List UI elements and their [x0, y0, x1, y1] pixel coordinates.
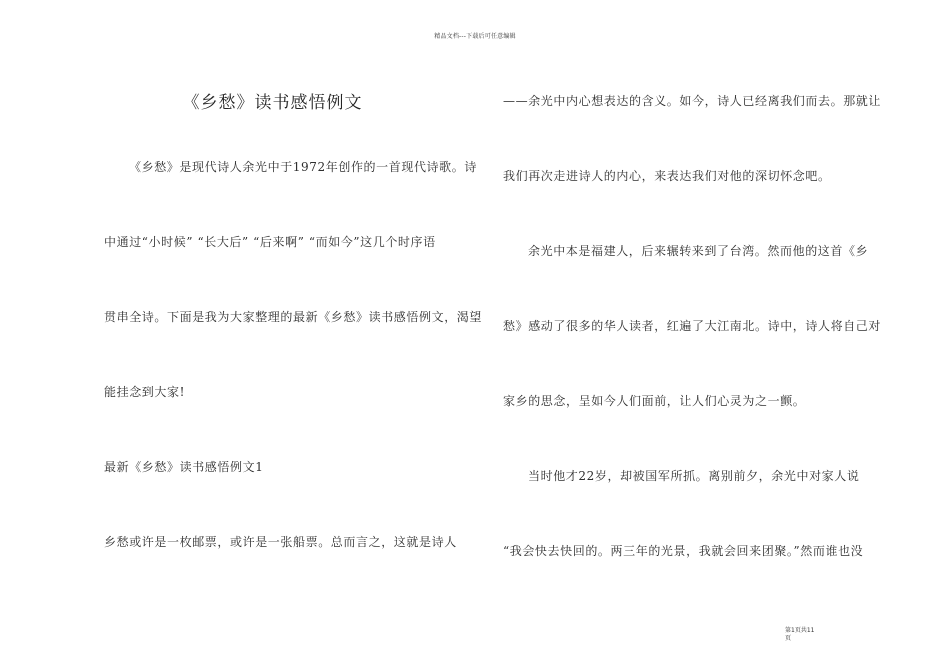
- paragraph-line: 贯串全诗。下面是我为大家整理的最新《乡愁》读书感悟例文，渴望: [104, 310, 483, 324]
- paragraph-line: 余光中本是福建人，后来辗转来到了台湾。然而他的这首《乡: [528, 244, 869, 258]
- paragraph-line: 当时他才22岁，却被国军所抓。离别前夕，余光中对家人说: [528, 469, 860, 483]
- paragraph-line: 能挂念到大家!: [104, 385, 186, 399]
- paragraph-line: 愁》感动了很多的华人读者，红遍了大江南北。诗中，诗人将自己对: [503, 319, 882, 333]
- paragraph-line: 家乡的思念，呈如今人们面前，让人们心灵为之一颤。: [503, 394, 806, 408]
- page-number-line: 第1页共11: [785, 627, 815, 634]
- paragraph-line: 乡愁或许是一枚邮票，或许是一张船票。总而言之，这就是诗人: [104, 535, 457, 549]
- document-header-note: 精品文档---下载后可任意编辑: [434, 33, 516, 40]
- paragraph-line: “我会快去快回的。两三年的光景，我就会回来团聚。”然而谁也没: [503, 544, 864, 558]
- paragraph-line: 《乡愁》是现代诗人余光中于1972年创作的一首现代诗歌。诗: [129, 160, 477, 174]
- paragraph-line: 中通过“小时候” “长大后” “后来啊” “而如今”这几个时序语: [104, 235, 436, 249]
- document-title: 《乡愁》读书感悟例文: [182, 93, 363, 113]
- page-number: [785, 627, 835, 643]
- paragraph-line: ——余光中内心想表达的含义。如今，诗人已经离我们而去。那就让: [503, 94, 882, 108]
- section-heading: 最新《乡愁》读书感悟例文1: [104, 460, 264, 474]
- paragraph-line: 我们再次走进诗人的内心，来表达我们对他的深切怀念吧。: [503, 169, 831, 183]
- page-number-line: 页: [785, 635, 792, 642]
